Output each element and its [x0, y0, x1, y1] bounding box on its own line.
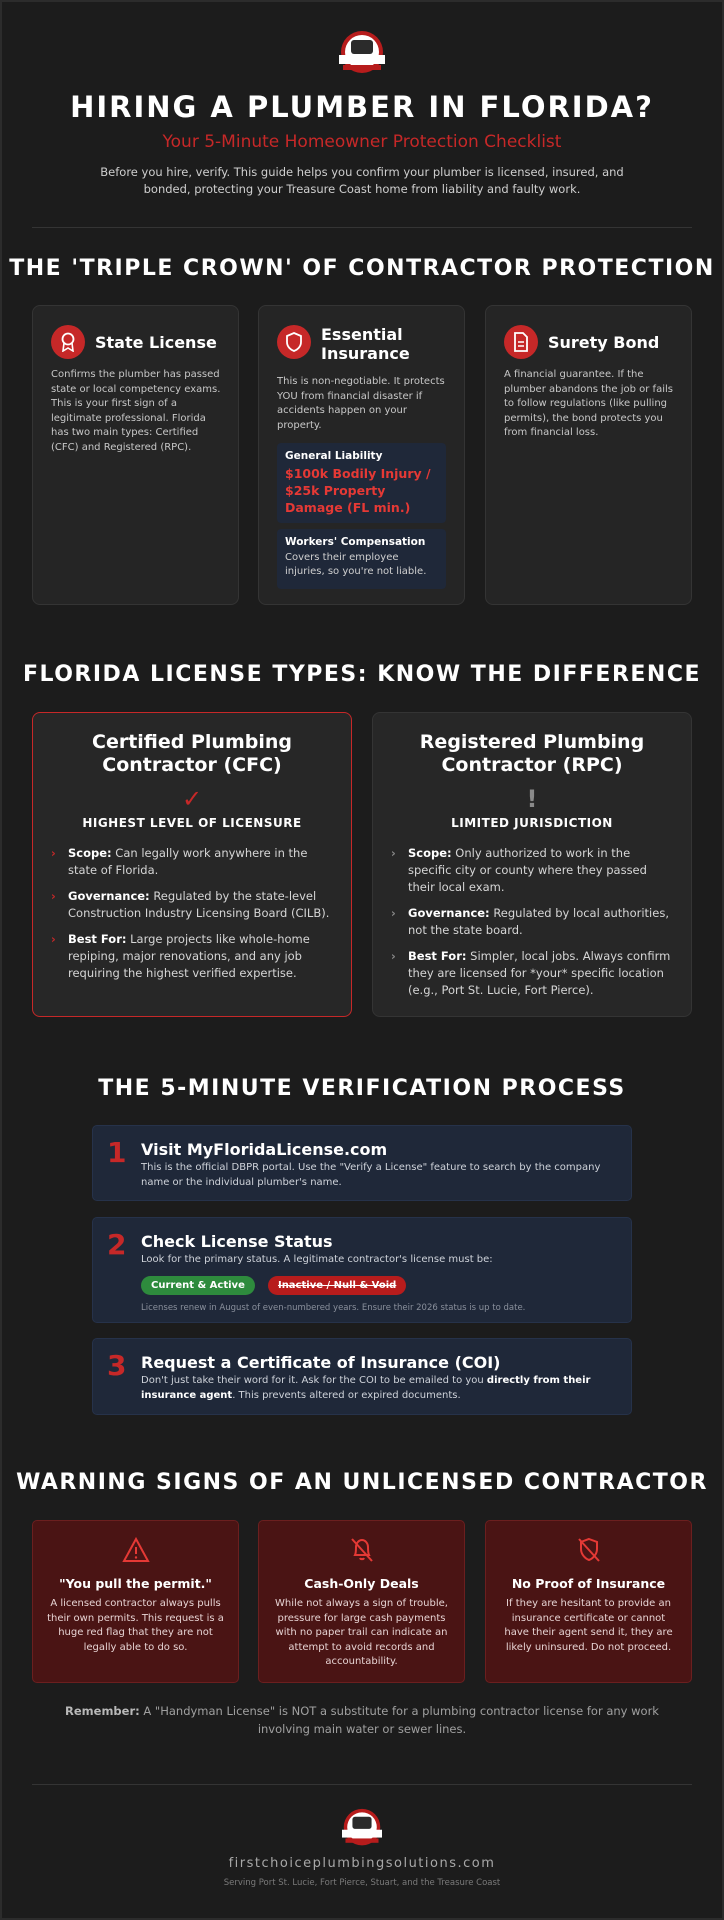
card-surety-bond: [485, 305, 692, 605]
website-link[interactable]: firstchoiceplumbingsolutions.com: [228, 1856, 496, 1871]
status-badge-active: Current & Active: [141, 1276, 255, 1295]
warning-title: No Proof of Insurance: [511, 1576, 666, 1591]
cfc-list: [51, 845, 333, 991]
chevron-right-icon: ›: [391, 949, 396, 963]
list-item: › Best For: Large projects like whole-home repiping, major renovations, and any job requiring the highest verified expertise.: [51, 932, 310, 980]
step-3: [92, 1338, 632, 1415]
chevron-right-icon: ›: [391, 906, 396, 920]
warning-card-cash: [258, 1520, 465, 1683]
list-item: › Scope: Can legally work anywhere in the state of Florida.: [51, 846, 308, 877]
list-item: › Governance: Regulated by the state-level Construction Industry Licensing Board (CILB).: [51, 889, 330, 920]
status-badge-inactive: Inactive / Null & Void: [268, 1276, 406, 1295]
workers-comp-label: Workers' Compensation: [285, 536, 426, 548]
step-2: [92, 1217, 632, 1323]
chevron-right-icon: ›: [51, 932, 56, 946]
step-title: Visit MyFloridaLicense.com: [141, 1140, 388, 1159]
warning-text: A licensed contractor always pulls their own permits. This request is a huge red flag that they are not legally able to do so.: [47, 1598, 224, 1653]
remember-note: Remember: A "Handyman License" is NOT a substitute for a plumbing contractor license for any work involving main water or sewer lines.: [65, 1704, 659, 1736]
chevron-right-icon: ›: [51, 846, 56, 860]
cfc-tag: HIGHEST LEVEL OF LICENSURE: [82, 816, 302, 830]
page-subtitle: Your 5-Minute Homeowner Protection Checklist: [162, 132, 562, 152]
footer-logo: [339, 1808, 385, 1848]
divider: [32, 227, 692, 228]
section-title-process: THE 5-MINUTE VERIFICATION PROCESS: [98, 1076, 626, 1101]
warning-triangle-icon: [33, 1537, 238, 1567]
step-text: Look for the primary status. A legitimate contractor's license must be:: [141, 1254, 493, 1265]
general-liability-label: General Liability: [285, 450, 383, 462]
list-item: › Scope: Only authorized to work in the specific city or county where they passed their local exam.: [391, 846, 647, 894]
status-badges: [141, 1273, 406, 1295]
cfc-title: Certified Plumbing Contractor (CFC): [92, 731, 292, 776]
bell-off-icon: [259, 1537, 464, 1567]
step-text: Don't just take their word for it. Ask for the COI to be emailed to you directly from their insurance agent. This prevents altered or expired documents.: [141, 1375, 591, 1401]
step-text: This is the official DBPR portal. Use the "Verify a License" feature to search by the company name or the individual plumber's name.: [141, 1162, 601, 1188]
intro-text: Before you hire, verify. This guide helps you confirm your plumber is licensed, insured, and bonded, protecting your Treasure Coast home from liability and faulty work.: [100, 165, 624, 196]
card-cfc: [32, 712, 352, 1017]
warning-text: If they are hesitant to provide an insurance certificate or cannot have their agent send it, they are likely uninsured. Do not proceed.: [504, 1598, 673, 1653]
warning-title: Cash-Only Deals: [304, 1576, 419, 1591]
chevron-right-icon: ›: [391, 846, 396, 860]
section-title-warnings: WARNING SIGNS OF AN UNLICENSED CONTRACTOR: [16, 1470, 708, 1495]
workers-comp-box: [277, 529, 446, 589]
document-icon: [504, 325, 538, 359]
rpc-list: [391, 845, 673, 1008]
chevron-right-icon: ›: [51, 889, 56, 903]
card-text: A financial guarantee. If the plumber abandons the job or fails to follow regulations (like pulling permits), the bond protects you from financial loss.: [504, 369, 673, 438]
shield-icon: [277, 325, 311, 359]
warning-title: "You pull the permit.": [59, 1576, 212, 1591]
card-text: This is non-negotiable. It protects YOU from financial disaster if accidents happen on your property.: [277, 376, 445, 431]
step-1: [92, 1125, 632, 1201]
step-title: Check License Status: [141, 1232, 333, 1251]
step-number: 2: [107, 1228, 127, 1261]
rpc-tag: LIMITED JURISDICTION: [451, 816, 613, 830]
shield-off-icon: [486, 1537, 691, 1567]
page-title: HIRING A PLUMBER IN FLORIDA?: [70, 90, 654, 124]
warning-text: While not always a sign of trouble, pressure for large cash payments with no paper trail can indicate an attempt to avoid records and accountability.: [275, 1598, 448, 1667]
step-number: 3: [107, 1349, 127, 1382]
rpc-title: Registered Plumbing Contractor (RPC): [419, 731, 645, 776]
divider: [32, 1784, 692, 1785]
general-liability-box: [277, 443, 446, 523]
general-liability-value: $100k Bodily Injury / $25k Property Damage (FL min.): [285, 466, 431, 515]
card-title: Essential Insurance: [321, 325, 410, 363]
card-rpc: [372, 712, 692, 1017]
service-area: Serving Port St. Lucie, Fort Pierce, Stuart, and the Treasure Coast: [223, 1878, 501, 1888]
card-title: Surety Bond: [548, 333, 660, 352]
list-item: › Governance: Regulated by local authorities, not the state board.: [391, 906, 669, 937]
section-title-triple-crown: THE 'TRIPLE CROWN' OF CONTRACTOR PROTECTION: [9, 256, 715, 281]
list-item: › Best For: Simpler, local jobs. Always confirm they are licensed for *your* specific location (e.g., Port St. Lucie, Fort Pierce).: [391, 949, 671, 997]
warning-card-insurance: [485, 1520, 692, 1683]
brand-logo: [337, 30, 387, 76]
award-icon: [51, 325, 85, 359]
step-number: 1: [107, 1136, 127, 1169]
checkmark-icon: ✓: [181, 785, 203, 813]
card-title: State License: [95, 333, 217, 352]
exclamation-icon: !: [526, 785, 538, 813]
section-title-license-types: FLORIDA LICENSE TYPES: KNOW THE DIFFERENCE: [22, 662, 702, 687]
card-text: Confirms the plumber has passed state or local competency exams. This is your first sign of a legitimate professional. Florida has two main types: Certified (CFC) and Registered (RPC).: [51, 369, 221, 453]
card-state-license: [32, 305, 239, 605]
step-note: Licenses renew in August of even-numbered years. Ensure their 2026 status is up to date.: [141, 1303, 526, 1313]
workers-comp-text: Covers their employee injuries, so you're not liable.: [285, 552, 427, 577]
card-essential-insurance: [258, 305, 465, 605]
step-title: Request a Certificate of Insurance (COI): [141, 1353, 501, 1372]
warning-card-permit: [32, 1520, 239, 1683]
